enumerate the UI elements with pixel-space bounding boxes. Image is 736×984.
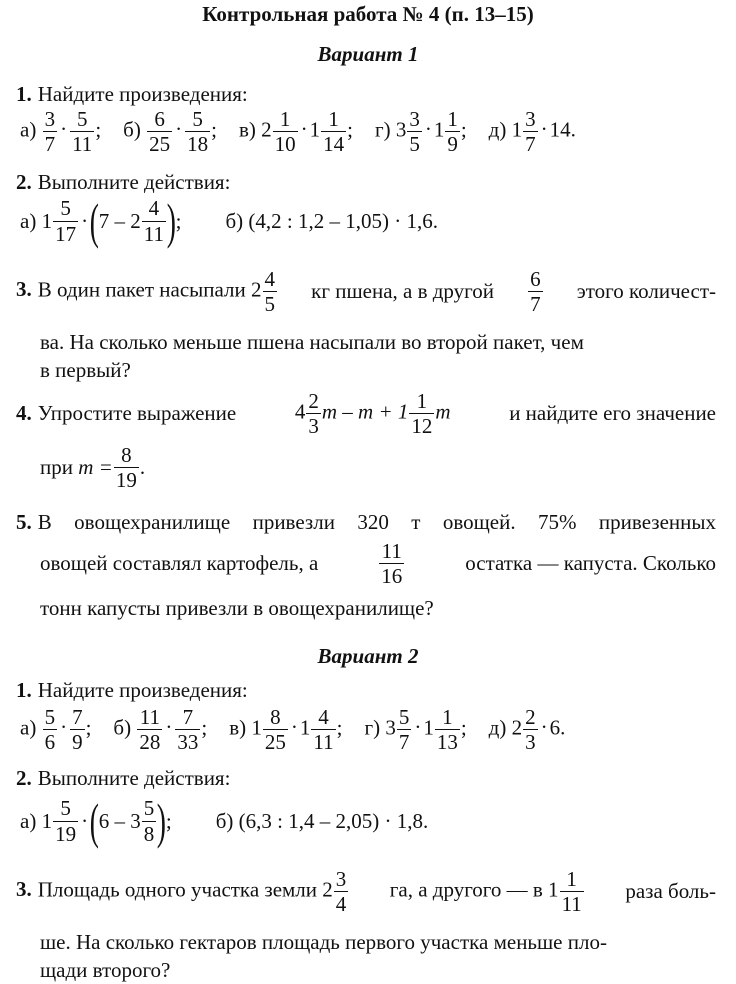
v1-task5-line1: 5. В овощехранилище привезли 320 т овощей. 75% привезенных xyxy=(16,510,716,534)
item-c: в) 1 $\frac{8}{25}$ ·1 $\frac{4}{11}$ ; xyxy=(229,705,343,755)
v2-task2-header: 2. Выполните действия: xyxy=(16,766,231,790)
item-b: б) $\frac{6}{25}$ · $\frac{5}{18}$ ; xyxy=(123,107,217,157)
v2-task3-line2: ше. На сколько гектаров площадь первого участка меньше пло- xyxy=(40,930,607,954)
task-number: 1. xyxy=(16,82,32,106)
item-d: г) 3 $\frac{3}{5}$ ·1 $\frac{1}{9}$ ; xyxy=(374,107,467,157)
v1-task2-items xyxy=(20,193,438,249)
v2-task1-items xyxy=(20,706,565,753)
v2-task2-items xyxy=(20,793,429,849)
item-e: д) 1 $\frac{3}{7}$ ·14. xyxy=(488,107,576,157)
v1-task1-header xyxy=(16,84,248,105)
item-b: б) (4,2 : 1,2 – 1,05) · 1,6. xyxy=(225,208,438,233)
v1-task5-line3: тонн капусты привезли в овощехранилище? xyxy=(40,596,434,620)
item-a: а) 1 $\frac{5}{19}$ · ( 6 – 3 $\frac{5}{8}$ ) ; xyxy=(20,793,172,849)
v2-task3-line1: 3. Площадь одного участка земли 2 $\frac{3}{4}$ га, а другого — в 1 $\frac{1}{11}$ раза боль- xyxy=(16,867,716,917)
item-e: д) 2 $\frac{2}{3}$ ·6. xyxy=(488,705,566,755)
task-text: Найдите произведения: xyxy=(37,82,248,106)
v1-task3-line1: 3. В один пакет насыпали 2 $\frac{4}{5}$ кг пшена, а в другой $\frac{6}{7}$ этого количест- xyxy=(16,267,716,317)
item-a: а) $\frac{5}{6}$ · $\frac{7}{9}$ ; xyxy=(20,705,92,755)
v2-task1-header: 1. Найдите произведения: xyxy=(16,678,248,702)
variant2-heading: Вариант 2 xyxy=(317,644,419,668)
v1-task4-line2: при m = $\frac{8}{19}$ . xyxy=(40,443,146,493)
v1-task3-line3: в первый? xyxy=(40,358,131,382)
item-c: в) 2 $\frac{1}{10}$ ·1 $\frac{1}{14}$ ; xyxy=(238,107,353,157)
page-title: Контрольная работа № 4 (п. 13–15) xyxy=(202,2,534,26)
v1-task4-line1: 4. Упростите выражение 4 $\frac{2}{3}$ m – m + 1 $\frac{1}{12}$ m и найдите его значение xyxy=(16,389,716,439)
item-b: б) $\frac{11}{28}$ · $\frac{7}{33}$ ; xyxy=(113,705,208,755)
item-a: а) 1 $\frac{5}{17}$ · ( 7 – 2 $\frac{4}{11}$ ) ; xyxy=(20,193,182,249)
item-b: б) (6,3 : 1,4 – 2,05) · 1,8. xyxy=(215,808,429,833)
item-d: г) 3 $\frac{5}{7}$ ·1 $\frac{1}{13}$ ; xyxy=(364,705,467,755)
v1-task1-items xyxy=(20,108,576,155)
v1-task5-line2: овощей составлял картофель, а $\frac{11}{16}$ остатка — капуста. Сколько xyxy=(40,539,716,589)
item-a: а) $\frac{3}{7}$ · $\frac{5}{11}$ ; xyxy=(20,107,102,157)
variant1-heading: Вариант 1 xyxy=(317,42,419,66)
v2-task3-line3: щади второго? xyxy=(40,958,171,982)
v1-task3-line2: ва. На сколько меньше пшена насыпали во второй пакет, чем xyxy=(40,330,584,354)
v1-task2-header: 2. Выполните действия: xyxy=(16,170,231,194)
